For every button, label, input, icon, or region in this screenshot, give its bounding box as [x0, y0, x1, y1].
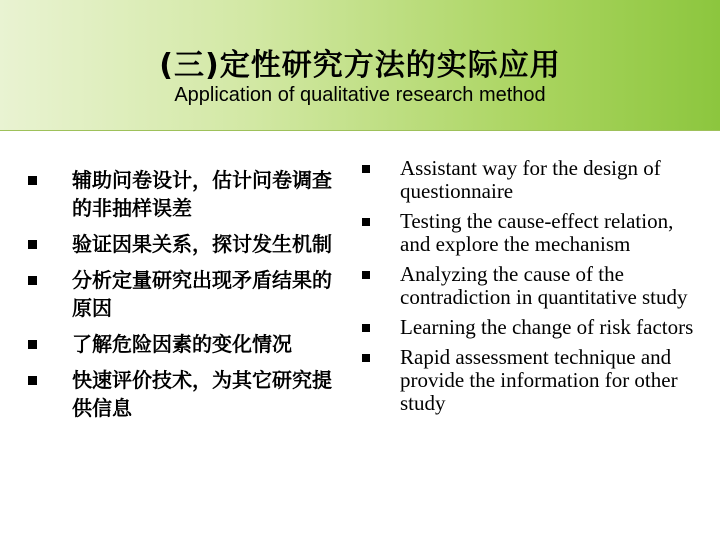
title-banner — [0, 0, 720, 131]
chinese-bullet-list — [28, 166, 348, 422]
list-item — [358, 263, 708, 309]
square-bullet-icon — [28, 340, 37, 349]
slide-title: (三)定性研究方法的实际应用 — [159, 48, 561, 83]
list-item — [28, 230, 348, 258]
list-item-text: 了解危险因素的变化情况 — [72, 332, 292, 356]
list-item — [358, 157, 708, 203]
list-item-text: Rapid assessment technique and provide the information for other study — [400, 345, 678, 415]
list-item-text: Analyzing the cause of the contradiction in quantitative study — [400, 262, 688, 309]
slide-subtitle: Application of qualitative research method — [174, 84, 546, 106]
list-item — [358, 346, 708, 415]
list-item — [28, 266, 348, 322]
list-item — [28, 166, 348, 222]
list-item-text: 快速评价技术，为其它研究提供信息 — [72, 368, 332, 420]
square-bullet-icon — [362, 271, 370, 279]
list-item-text: Learning the change of risk factors — [400, 315, 694, 339]
list-item — [28, 366, 348, 422]
square-bullet-icon — [362, 354, 370, 362]
english-bullet-list — [358, 157, 708, 415]
list-item-text: 验证因果关系，探讨发生机制 — [72, 232, 332, 256]
list-item — [28, 330, 348, 358]
square-bullet-icon — [28, 276, 37, 285]
square-bullet-icon — [362, 324, 370, 332]
list-item-text: Assistant way for the design of questionnaire — [400, 156, 661, 203]
list-item-text: 分析定量研究出现矛盾结果的原因 — [72, 268, 332, 320]
square-bullet-icon — [362, 218, 370, 226]
square-bullet-icon — [362, 165, 370, 173]
list-item — [358, 316, 708, 339]
list-item-text: Testing the cause-effect relation, and explore the mechanism — [400, 209, 674, 256]
list-item-text: 辅助问卷设计，估计问卷调查的非抽样误差 — [72, 168, 332, 220]
square-bullet-icon — [28, 176, 37, 185]
square-bullet-icon — [28, 376, 37, 385]
square-bullet-icon — [28, 240, 37, 249]
list-item — [358, 210, 708, 256]
